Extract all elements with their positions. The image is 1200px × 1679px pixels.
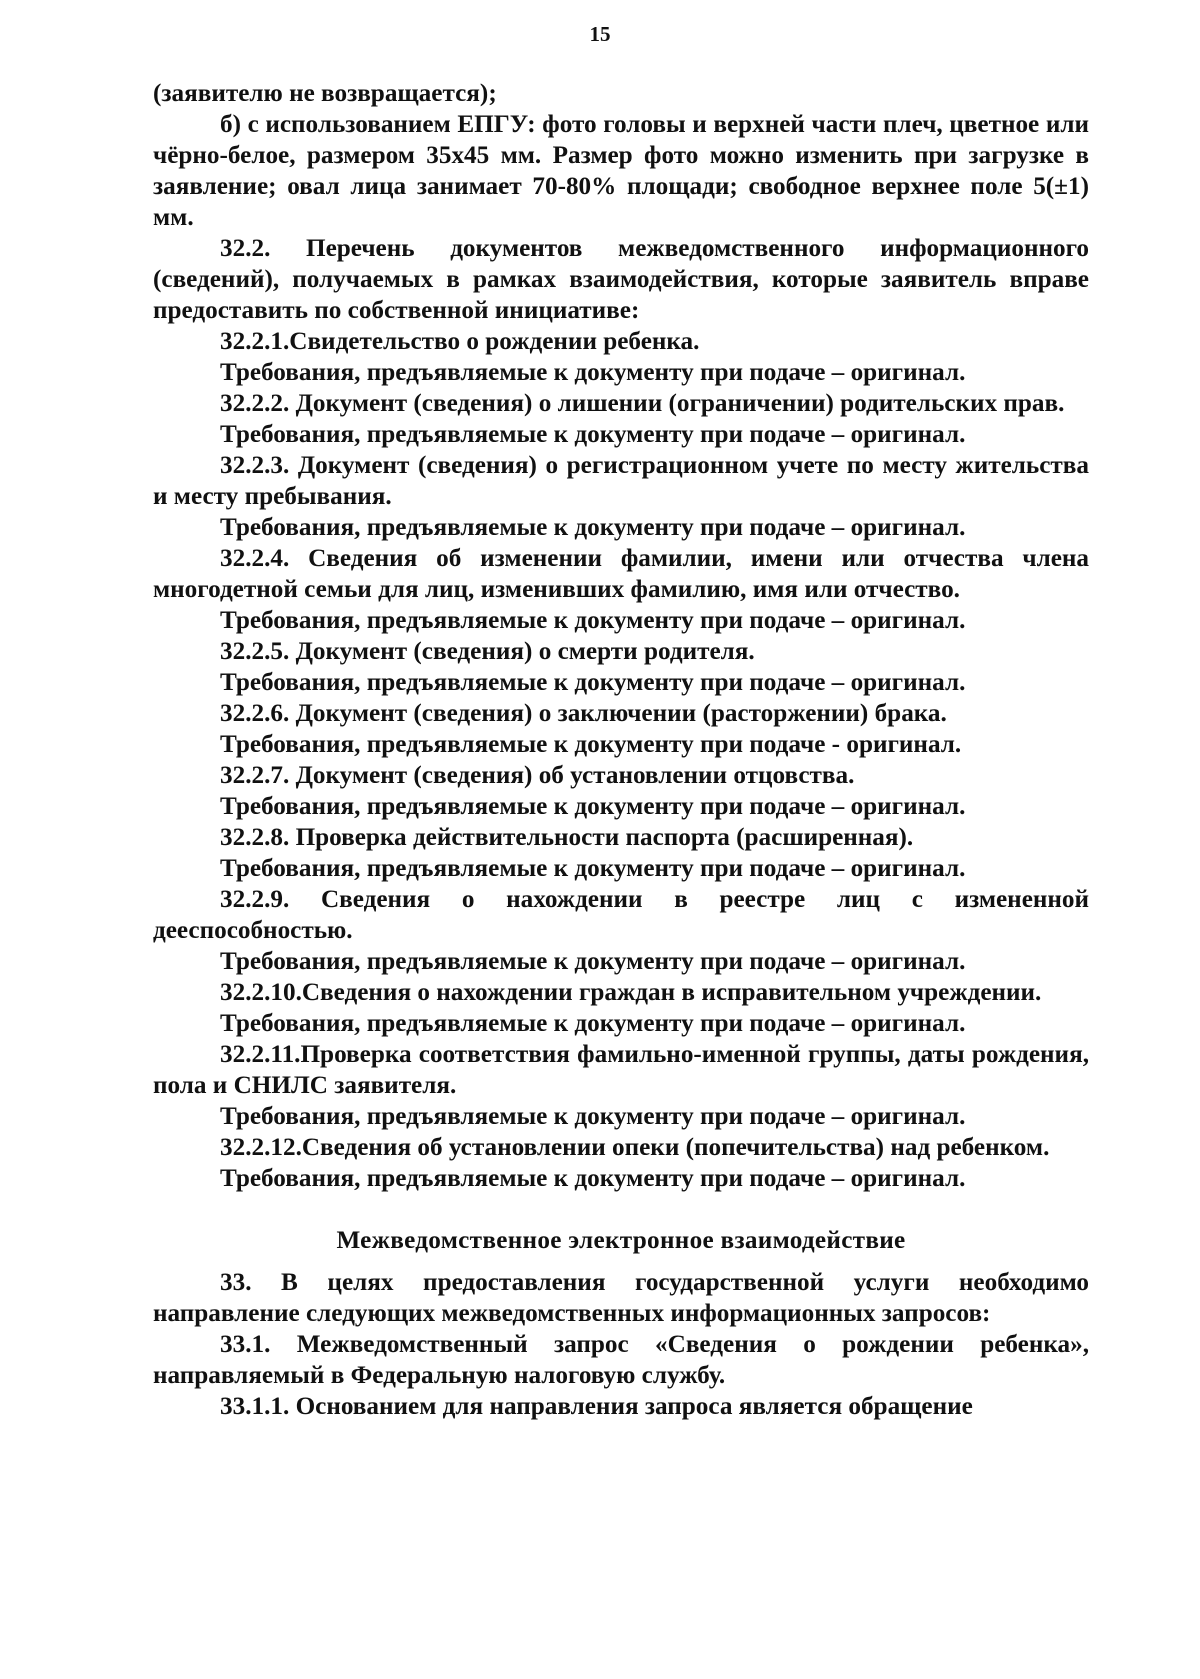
page-number: 15: [589, 22, 611, 46]
requirement-line: Требования, предъявляемые к документу при подаче – оригинал.: [220, 855, 966, 882]
paragraph: 32.2.6. Документ (сведения) о заключении (расторжении) брака.: [220, 700, 947, 727]
paragraph: 32.2.8. Проверка действительности паспорта (расширенная).: [220, 824, 914, 851]
paragraph: 32.2.11.Проверка соответствия фамильно-именной группы, даты рождения, пола и СНИЛС заявителя.: [153, 1041, 1089, 1099]
requirement-line: Требования, предъявляемые к документу при подаче – оригинал.: [220, 1103, 966, 1130]
requirement-line: Требования, предъявляемые к документу при подаче – оригинал.: [220, 948, 966, 975]
requirement-line: Требования, предъявляемые к документу при подаче – оригинал.: [220, 1010, 966, 1037]
paragraph: (заявителю не возвращается);: [153, 80, 497, 107]
paragraph: 32.2.10.Сведения о нахождении граждан в исправительном учреждении.: [220, 979, 1042, 1006]
section-heading: Межведомственное электронное взаимодействие: [336, 1227, 906, 1254]
requirement-line: Требования, предъявляемые к документу при подаче - оригинал.: [220, 731, 962, 758]
document-body: [153, 78, 1089, 1422]
paragraph: 33. В целях предоставления государственной услуги необходимо направление следующих межведомственных информационных запросов:: [153, 1269, 1089, 1327]
paragraph: 32.2. Перечень документов межведомственного информационного (сведений), получаемых в рамках взаимодействия, которые заявитель вправе предоставить по собственной инициативе:: [153, 235, 1089, 324]
paragraph: б) с использованием ЕПГУ: фото головы и верхней части плеч, цветное или чёрно-белое, размером 35х45 мм. Размер фото можно изменить при загрузке в заявление; овал лица занимает 70-80% площади; свободное верхнее поле 5(±1) мм.: [153, 111, 1089, 231]
paragraph: 32.2.12.Сведения об установлении опеки (попечительства) над ребенком.: [220, 1134, 1050, 1161]
paragraph: 32.2.2. Документ (сведения) о лишении (ограничении) родительских прав.: [220, 390, 1065, 417]
requirement-line: Требования, предъявляемые к документу при подаче – оригинал.: [220, 607, 966, 634]
paragraph: 32.2.5. Документ (сведения) о смерти родителя.: [220, 638, 755, 665]
requirement-line: Требования, предъявляемые к документу при подаче – оригинал.: [220, 669, 966, 696]
requirement-line: Требования, предъявляемые к документу при подаче – оригинал.: [220, 793, 966, 820]
paragraph: 33.1.1. Основанием для направления запроса является обращение: [220, 1393, 973, 1420]
spacer: [153, 1194, 1089, 1225]
paragraph: 32.2.4. Сведения об изменении фамилии, имени или отчества члена многодетной семьи для лиц, изменивших фамилию, имя или отчество.: [153, 545, 1089, 603]
paragraph: 32.2.9. Сведения о нахождении в реестре лиц с измененной дееспособностью.: [153, 886, 1089, 944]
requirement-line: Требования, предъявляемые к документу при подаче – оригинал.: [220, 514, 966, 541]
paragraph: 32.2.3. Документ (сведения) о регистрационном учете по месту жительства и месту пребывания.: [153, 452, 1089, 510]
paragraph: 32.2.7. Документ (сведения) об установлении отцовства.: [220, 762, 855, 789]
spacer: [153, 1256, 1089, 1267]
paragraph: 32.2.1.Свидетельство о рождении ребенка.: [220, 328, 700, 355]
requirement-line: Требования, предъявляемые к документу при подаче – оригинал.: [220, 421, 966, 448]
requirement-line: Требования, предъявляемые к документу при подаче – оригинал.: [220, 1165, 966, 1192]
requirement-line: Требования, предъявляемые к документу при подаче – оригинал.: [220, 359, 966, 386]
paragraph: 33.1. Межведомственный запрос «Сведения о рождении ребенка», направляемый в Федеральную налоговую службу.: [153, 1331, 1089, 1389]
